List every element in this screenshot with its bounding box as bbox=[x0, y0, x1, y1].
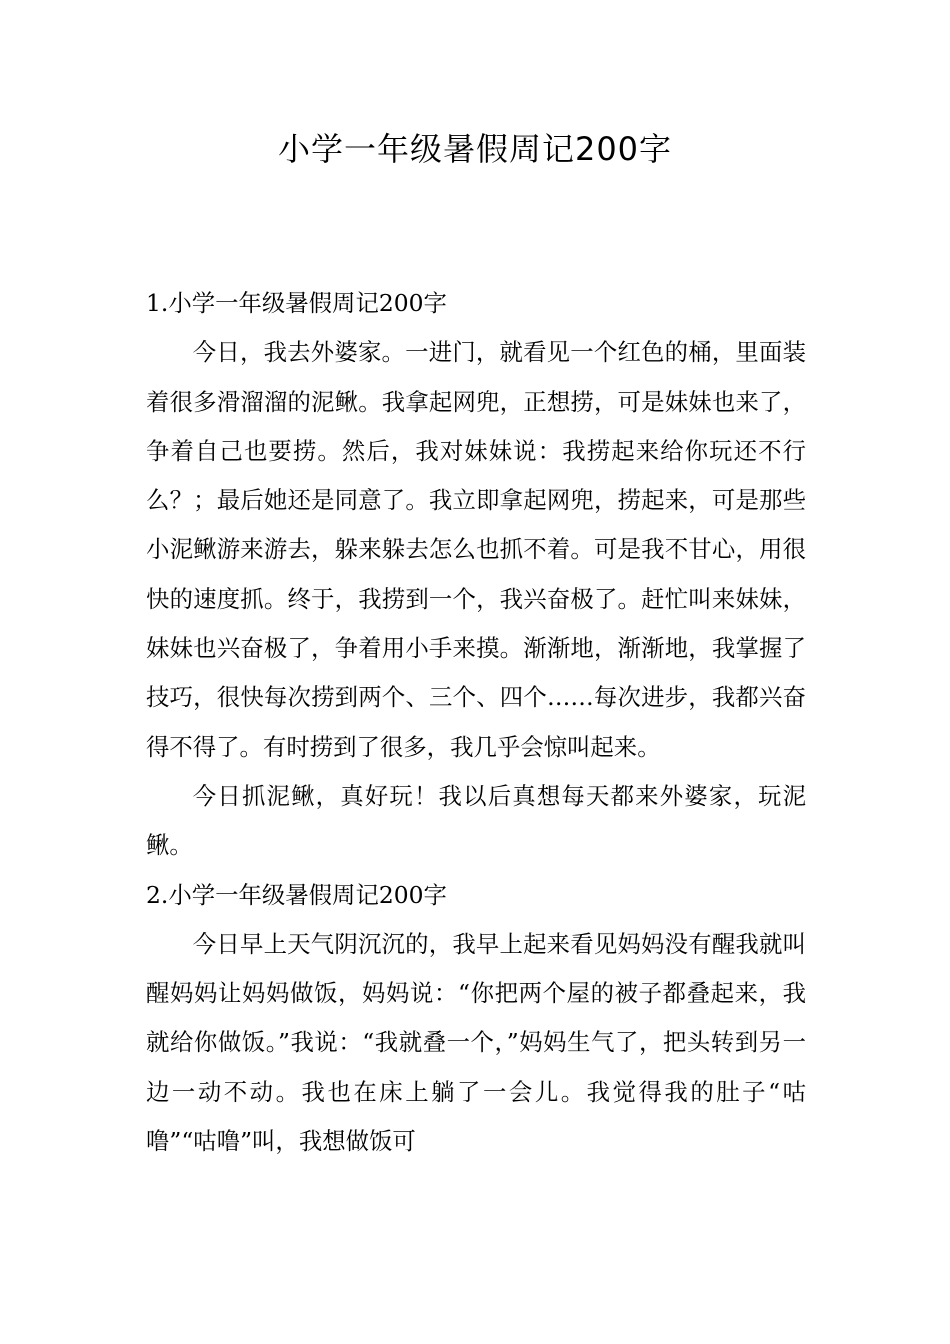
section-2 bbox=[146, 871, 806, 1167]
section-heading: 2.小学一年级暑假周记200字 bbox=[146, 880, 447, 909]
paragraph: 今日，我去外婆家。一进门，就看见一个红色的桶，里面装着很多滑溜溜的泥鳅。我拿起网兜，正想捞，可是妹妹也来了，争着自己也要捞。然后，我对妹妹说：我捞起来给你玩还不行么？；最后她还是同意了。我立即拿起网兜，捞起来，可是那些小泥鳅游来游去，躲来躲去怎么也抓不着。可是我不甘心，用很快的速度抓。终于，我捞到一个，我兴奋极了。赶忙叫来妹妹，妹妹也兴奋极了，争着用小手来摸。渐渐地，渐渐地，我掌握了技巧，很快每次捞到两个、三个、四个……每次进步，我都兴奋得不得了。有时捞到了很多，我几乎会惊叫起来。 bbox=[146, 338, 806, 761]
section-heading: 1.小学一年级暑假周记200字 bbox=[146, 289, 447, 317]
section-1 bbox=[146, 279, 806, 871]
paragraph: 今日抓泥鳅，真好玩！我以后真想每天都来外婆家，玩泥鳅。 bbox=[146, 781, 806, 860]
paragraph: 今日早上天气阴沉沉的，我早上起来看见妈妈没有醒我就叫醒妈妈让妈妈做饭，妈妈说：“你把两个屋的被子都叠起来，我就给你做饭。”我说：“我就叠一个，”妈妈生气了，把头转到另一边一动不动。我也在床上躺了一会儿。我觉得我的肚子“咕噜”“咕噜”叫，我想做饭可 bbox=[146, 929, 806, 1156]
document-title: 小学一年级暑假周记200字 bbox=[277, 130, 673, 168]
document-body bbox=[146, 279, 806, 1166]
